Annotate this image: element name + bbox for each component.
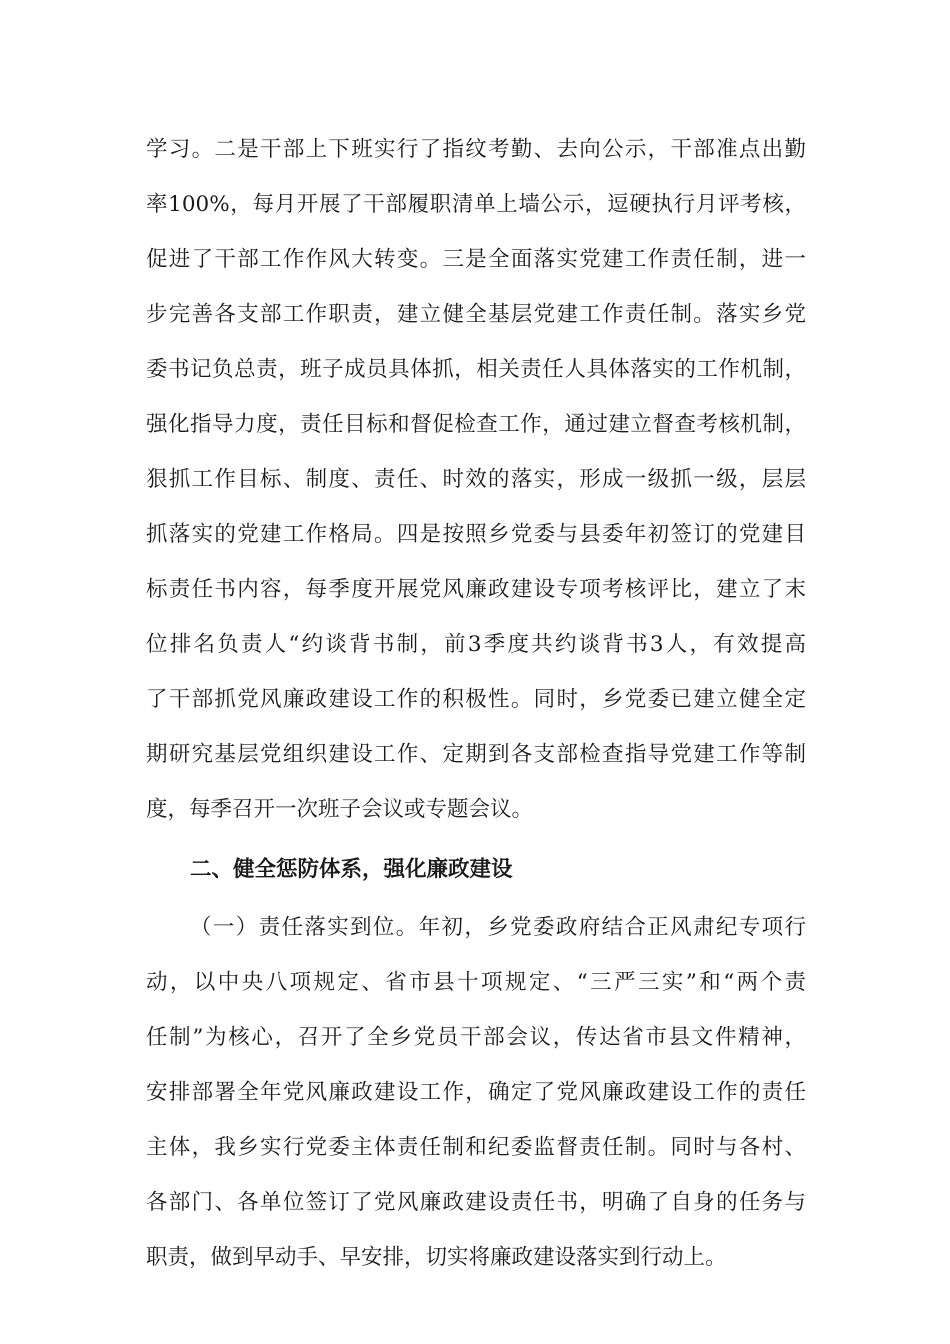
paragraph-line: 抓落实的党建工作格局。四是按照乡党委与县委年初签订的党建目: [146, 522, 806, 547]
paragraph-line: 委书记负总责，班子成员具体抓，相关责任人具体落实的工作机制，: [146, 357, 806, 382]
paragraph-line: 安排部署全年党风廉政建设工作，确定了党风廉政建设工作的责任: [146, 1080, 806, 1105]
paragraph-line: 狠抓工作目标、制度、责任、时效的落实，形成一级抓一级，层层: [146, 467, 806, 492]
paragraph-line: 度，每季召开一次班子会议或专题会议。: [146, 797, 534, 822]
paragraph-line: 主体，我乡实行党委主体责任制和纪委监督责任制。同时与各村、: [146, 1135, 806, 1160]
paragraph-line: （一）责任落实到位。年初，乡党委政府结合正风肃纪专项行: [190, 915, 806, 940]
paragraph-line: 步完善各支部工作职责，建立健全基层党建工作责任制。落实乡党: [146, 302, 806, 327]
paragraph-line: 期研究基层党组织建设工作、定期到各支部检查指导党建工作等制: [146, 742, 806, 767]
paragraph-line: 了干部抓党风廉政建设工作的积极性。同时，乡党委已建立健全定: [146, 687, 806, 712]
paragraph-line: 职责，做到早动手、早安排，切实将廉政建设落实到行动上。: [146, 1245, 727, 1270]
paragraph-line: 促进了干部工作作风大转变。三是全面落实党建工作责任制，进一: [146, 247, 806, 272]
paragraph-line: 各部门、各单位签订了党风廉政建设责任书，明确了自身的任务与: [146, 1190, 806, 1215]
section-heading: 二、健全惩防体系，强化廉政建设: [190, 857, 513, 882]
paragraph-line: 动，以中央八项规定、省市县十项规定、“三严三实”和“两个责: [146, 970, 806, 995]
paragraph-line: 学习。二是干部上下班实行了指纹考勤、去向公示，干部准点出勤: [146, 137, 806, 162]
paragraph-line: 率100%，每月开展了干部履职清单上墙公示，逗硬执行月评考核，: [146, 192, 806, 217]
paragraph-line: 强化指导力度，责任目标和督促检查工作，通过建立督查考核机制，: [146, 412, 806, 437]
paragraph-line: 标责任书内容，每季度开展党风廉政建设专项考核评比，建立了末: [146, 577, 806, 602]
paragraph-line: 任制”为核心，召开了全乡党员干部会议，传达省市县文件精神，: [146, 1025, 806, 1050]
paragraph-line: 位排名负责人“约谈背书制，前3季度共约谈背书3人，有效提高: [146, 632, 806, 657]
